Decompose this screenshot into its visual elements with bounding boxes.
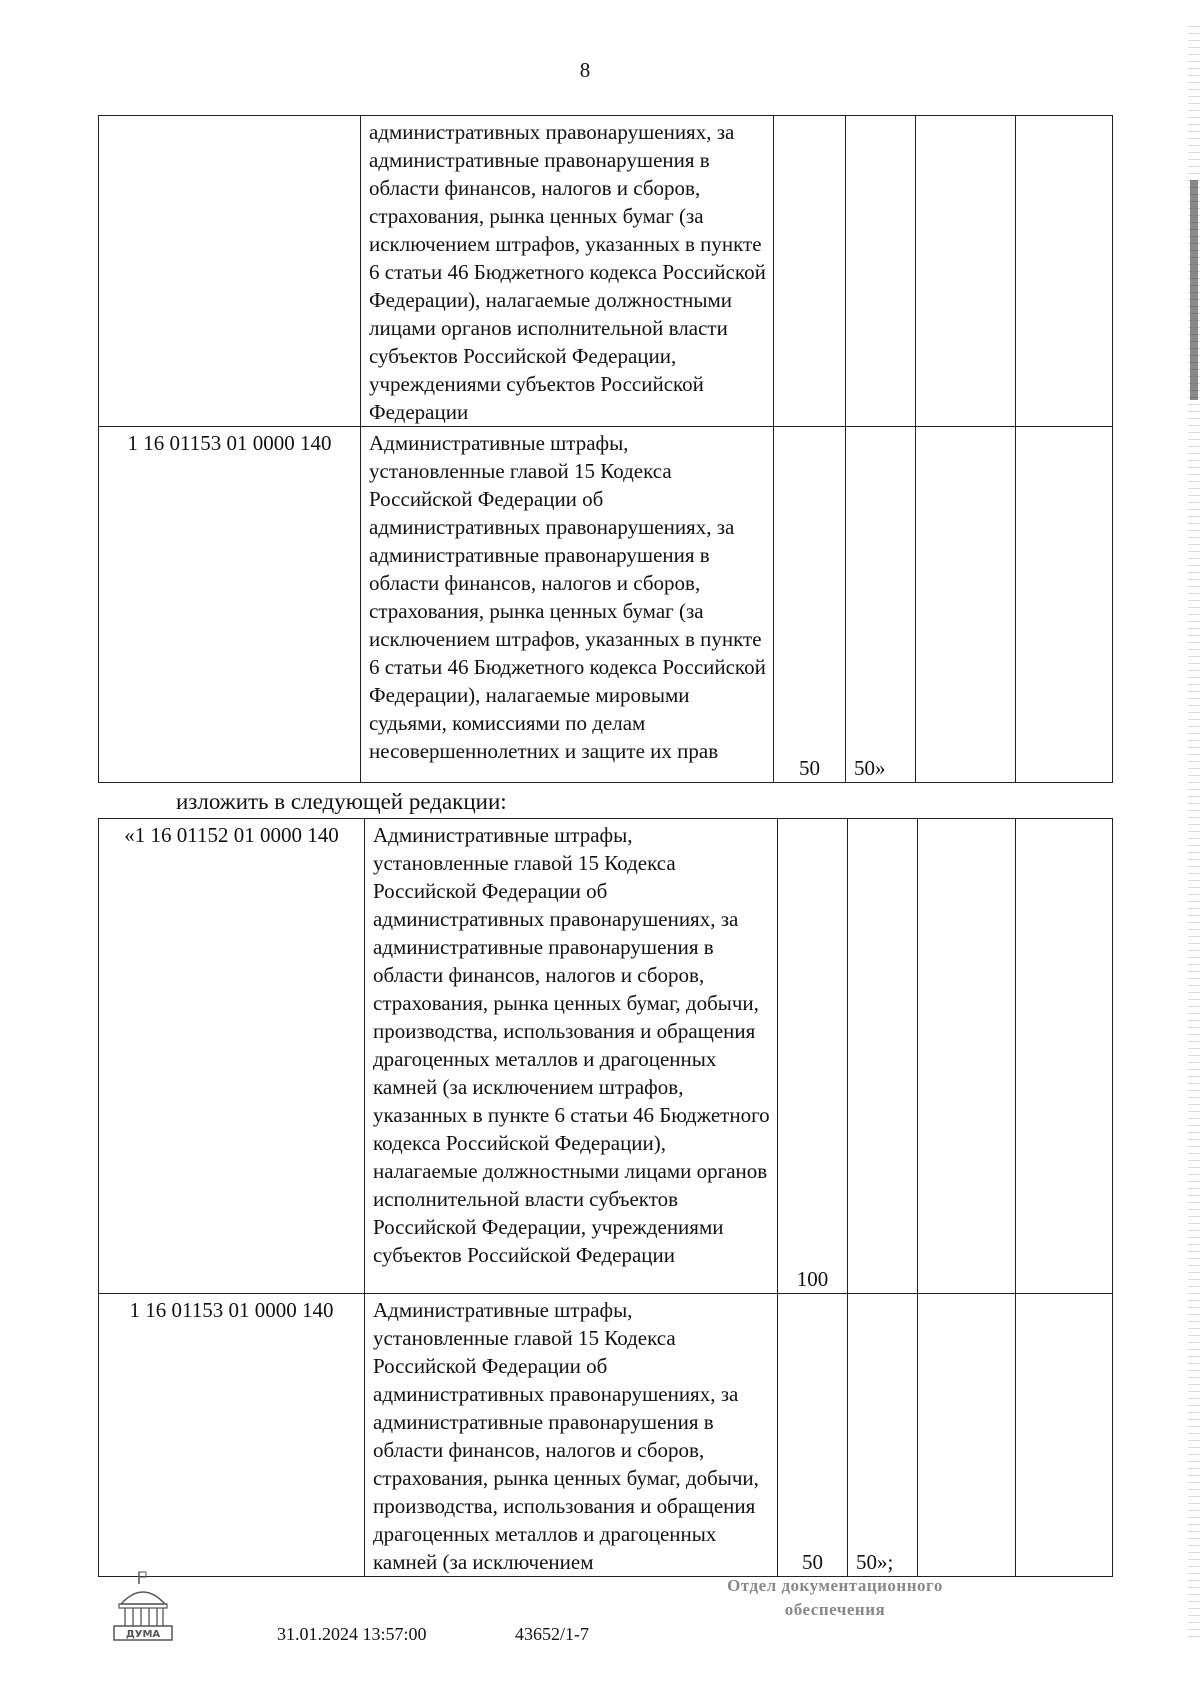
amount-cell: 50 — [778, 1294, 848, 1577]
budget-code-cell: 1 16 01153 01 0000 140 — [99, 1294, 365, 1577]
amount-cell — [848, 819, 918, 1294]
duma-logo-text: ДУМА — [125, 1629, 161, 1640]
empty-cell — [1016, 427, 1113, 783]
amount-cell: 50 — [774, 427, 846, 783]
description-cell: Административные штрафы, установленные главой 15 Кодекса Российской Федерации об административных правонарушениях, за административные правонарушения в области финансов, налогов и сборов, страхования, рынка ценных бумаг, добычи, производства, использования и обращения драгоценных металлов и драгоценных камней (за исключением штрафов, указанных в пункте 6 статьи 46 Бюджетного кодекса Российской Федерации), налагаемые должностными лицами органов исполнительной власти субъектов Российской Федерации, учреждениями субъектов Российской Федерации — [365, 819, 778, 1294]
amount-cell — [774, 116, 846, 427]
budget-table-new — [98, 818, 1113, 1577]
scan-edge-shadow — [1190, 180, 1198, 400]
empty-cell — [916, 116, 1016, 427]
budget-code-cell — [99, 116, 361, 427]
registration-datetime: 31.01.2024 13:57:00 — [277, 1624, 427, 1644]
amount-cell — [846, 116, 916, 427]
description-cell: Административные штрафы, установленные главой 15 Кодекса Российской Федерации об административных правонарушениях, за административные правонарушения в области финансов, налогов и сборов, страхования, рынка ценных бумаг, добычи, производства, использования и обращения драгоценных металлов и драгоценных камней (за исключением — [365, 1294, 778, 1577]
empty-cell — [916, 427, 1016, 783]
empty-cell — [918, 1294, 1016, 1577]
budget-code-cell: «1 16 01152 01 0000 140 — [99, 819, 365, 1294]
amount-cell: 50»; — [848, 1294, 918, 1577]
description-cell: административных правонарушениях, за административные правонарушения в области финансов, налогов и сборов, страхования, рынка ценных бумаг (за исключением штрафов, указанных в пункте 6 статьи 46 Бюджетного кодекса Российской Федерации), налагаемые должностными лицами органов исполнительной власти субъектов Российской Федерации, учреждениями субъектов Российской Федерации — [361, 116, 774, 427]
table-row — [99, 427, 1113, 783]
empty-cell — [1016, 819, 1113, 1294]
stamp-line: обеспечения — [784, 1600, 886, 1619]
registration-number: 43652/1-7 — [515, 1624, 589, 1644]
empty-cell — [918, 819, 1016, 1294]
department-stamp — [690, 1574, 980, 1622]
description-cell: Административные штрафы, установленные главой 15 Кодекса Российской Федерации об административных правонарушениях, за административные правонарушения в области финансов, налогов и сборов, страхования, рынка ценных бумаг (за исключением штрафов, указанных в пункте 6 статьи 46 Бюджетного кодекса Российской Федерации), налагаемые мировыми судьями, комиссиями по делам несовершеннолетних и защите их прав — [361, 427, 774, 783]
empty-cell — [1016, 116, 1113, 427]
empty-cell — [1016, 1294, 1113, 1577]
amount-cell: 100 — [778, 819, 848, 1294]
table-row — [99, 116, 1113, 427]
budget-table-current — [98, 115, 1113, 783]
budget-code-cell: 1 16 01153 01 0000 140 — [99, 427, 361, 783]
duma-logo-icon — [108, 1570, 178, 1646]
table-row — [99, 1294, 1113, 1577]
amount-cell: 50» — [846, 427, 916, 783]
stamp-line: Отдел документационного — [727, 1576, 943, 1595]
amendment-instruction: изложить в следующей редакции: — [176, 789, 507, 814]
page-number: 8 — [579, 58, 591, 82]
table-row — [99, 819, 1113, 1294]
